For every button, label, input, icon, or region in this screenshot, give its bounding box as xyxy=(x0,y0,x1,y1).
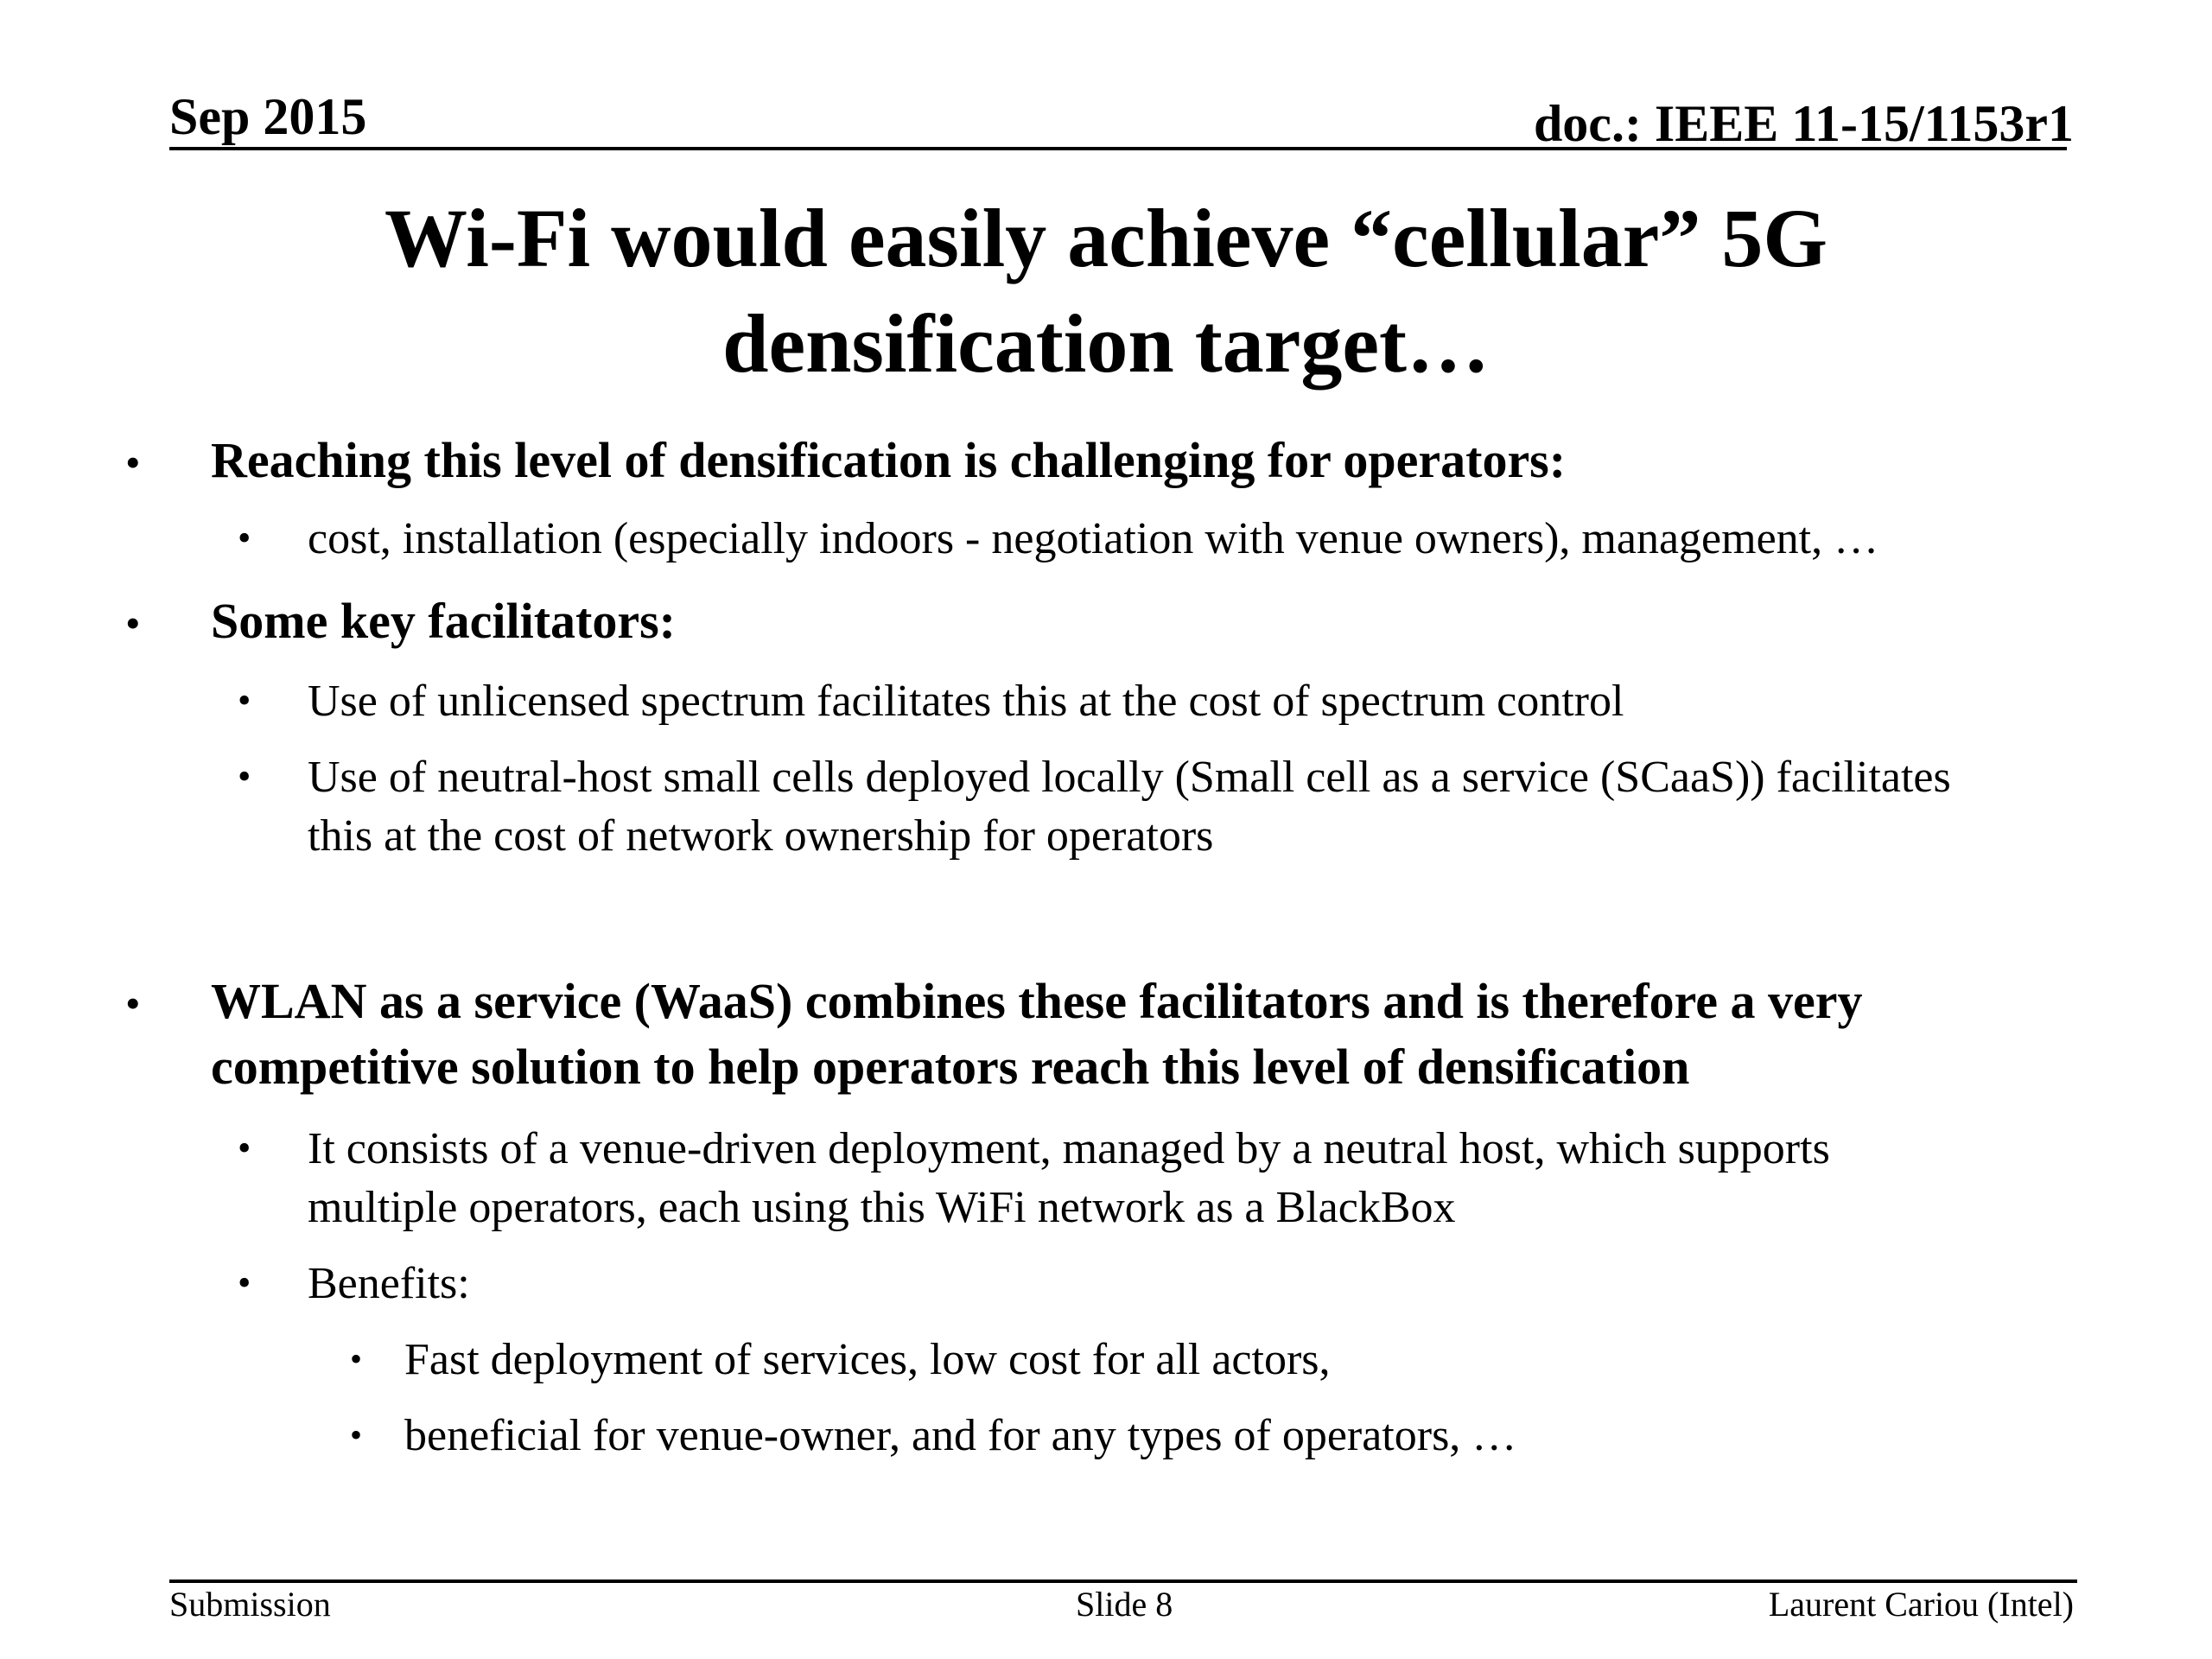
bullet-3-sub-2-item-1: Fast deployment of services, low cost for all actors, xyxy=(404,1335,1331,1384)
bullet-2-sub-1: Use of unlicensed spectrum facilitates this at the cost of spectrum control xyxy=(308,677,1624,726)
footer-submission: Submission xyxy=(169,1585,331,1624)
footer-author: Laurent Cariou (Intel) xyxy=(1768,1585,2074,1624)
sub-sub-bullet-marker: • xyxy=(350,1415,363,1454)
header-divider xyxy=(169,147,2067,150)
bullet-marker: • xyxy=(125,599,141,647)
bullet-3-sub-1-line-1: It consists of a venue-driven deployment, managed by a neutral host, which supports xyxy=(308,1124,1830,1173)
slide-title-line-2: densification target… xyxy=(722,297,1490,390)
header-date: Sep 2015 xyxy=(169,88,367,145)
bullet-1-sub-1: cost, installation (especially indoors - negotiation with venue owners), management, … xyxy=(308,514,1879,563)
sub-bullet-marker: • xyxy=(238,755,251,798)
bullet-marker: • xyxy=(125,979,141,1027)
sub-sub-bullet-marker: • xyxy=(350,1339,363,1378)
bullet-3-text-line-2: competitive solution to help operators reach this level of densification xyxy=(211,1039,1690,1095)
sub-bullet-marker: • xyxy=(238,517,251,559)
bullet-2-text: Some key facilitators: xyxy=(211,593,676,649)
sub-bullet-marker: • xyxy=(238,679,251,721)
sub-bullet-marker: • xyxy=(238,1127,251,1169)
bullet-3-sub-2: Benefits: xyxy=(308,1259,470,1308)
slide-title xyxy=(138,186,2074,397)
bullet-2-sub-2-line-1: Use of neutral-host small cells deployed locally (Small cell as a service (SCaaS)) facilitates xyxy=(308,753,1951,802)
sub-bullet-marker: • xyxy=(238,1262,251,1304)
header-doc-id: doc.: IEEE 11-15/1153r1 xyxy=(1533,95,2074,152)
bullet-3-sub-2-item-2: beneficial for venue-owner, and for any types of operators, … xyxy=(404,1411,1517,1460)
bullet-3-text-line-1: WLAN as a service (WaaS) combines these facilitators and is therefore a very xyxy=(211,973,1863,1029)
footer-slide-number: Slide 8 xyxy=(1076,1585,1173,1624)
bullet-3-sub-1-line-2: multiple operators, each using this WiFi network as a BlackBox xyxy=(308,1183,1456,1232)
slide-title-line-1: Wi-Fi would easily achieve “cellular” 5G xyxy=(384,192,1828,284)
bullet-marker: • xyxy=(125,438,141,486)
bullet-2-sub-2-line-2: this at the cost of network ownership for operators xyxy=(308,811,1214,861)
bullet-1-text: Reaching this level of densification is challenging for operators: xyxy=(211,432,1567,488)
